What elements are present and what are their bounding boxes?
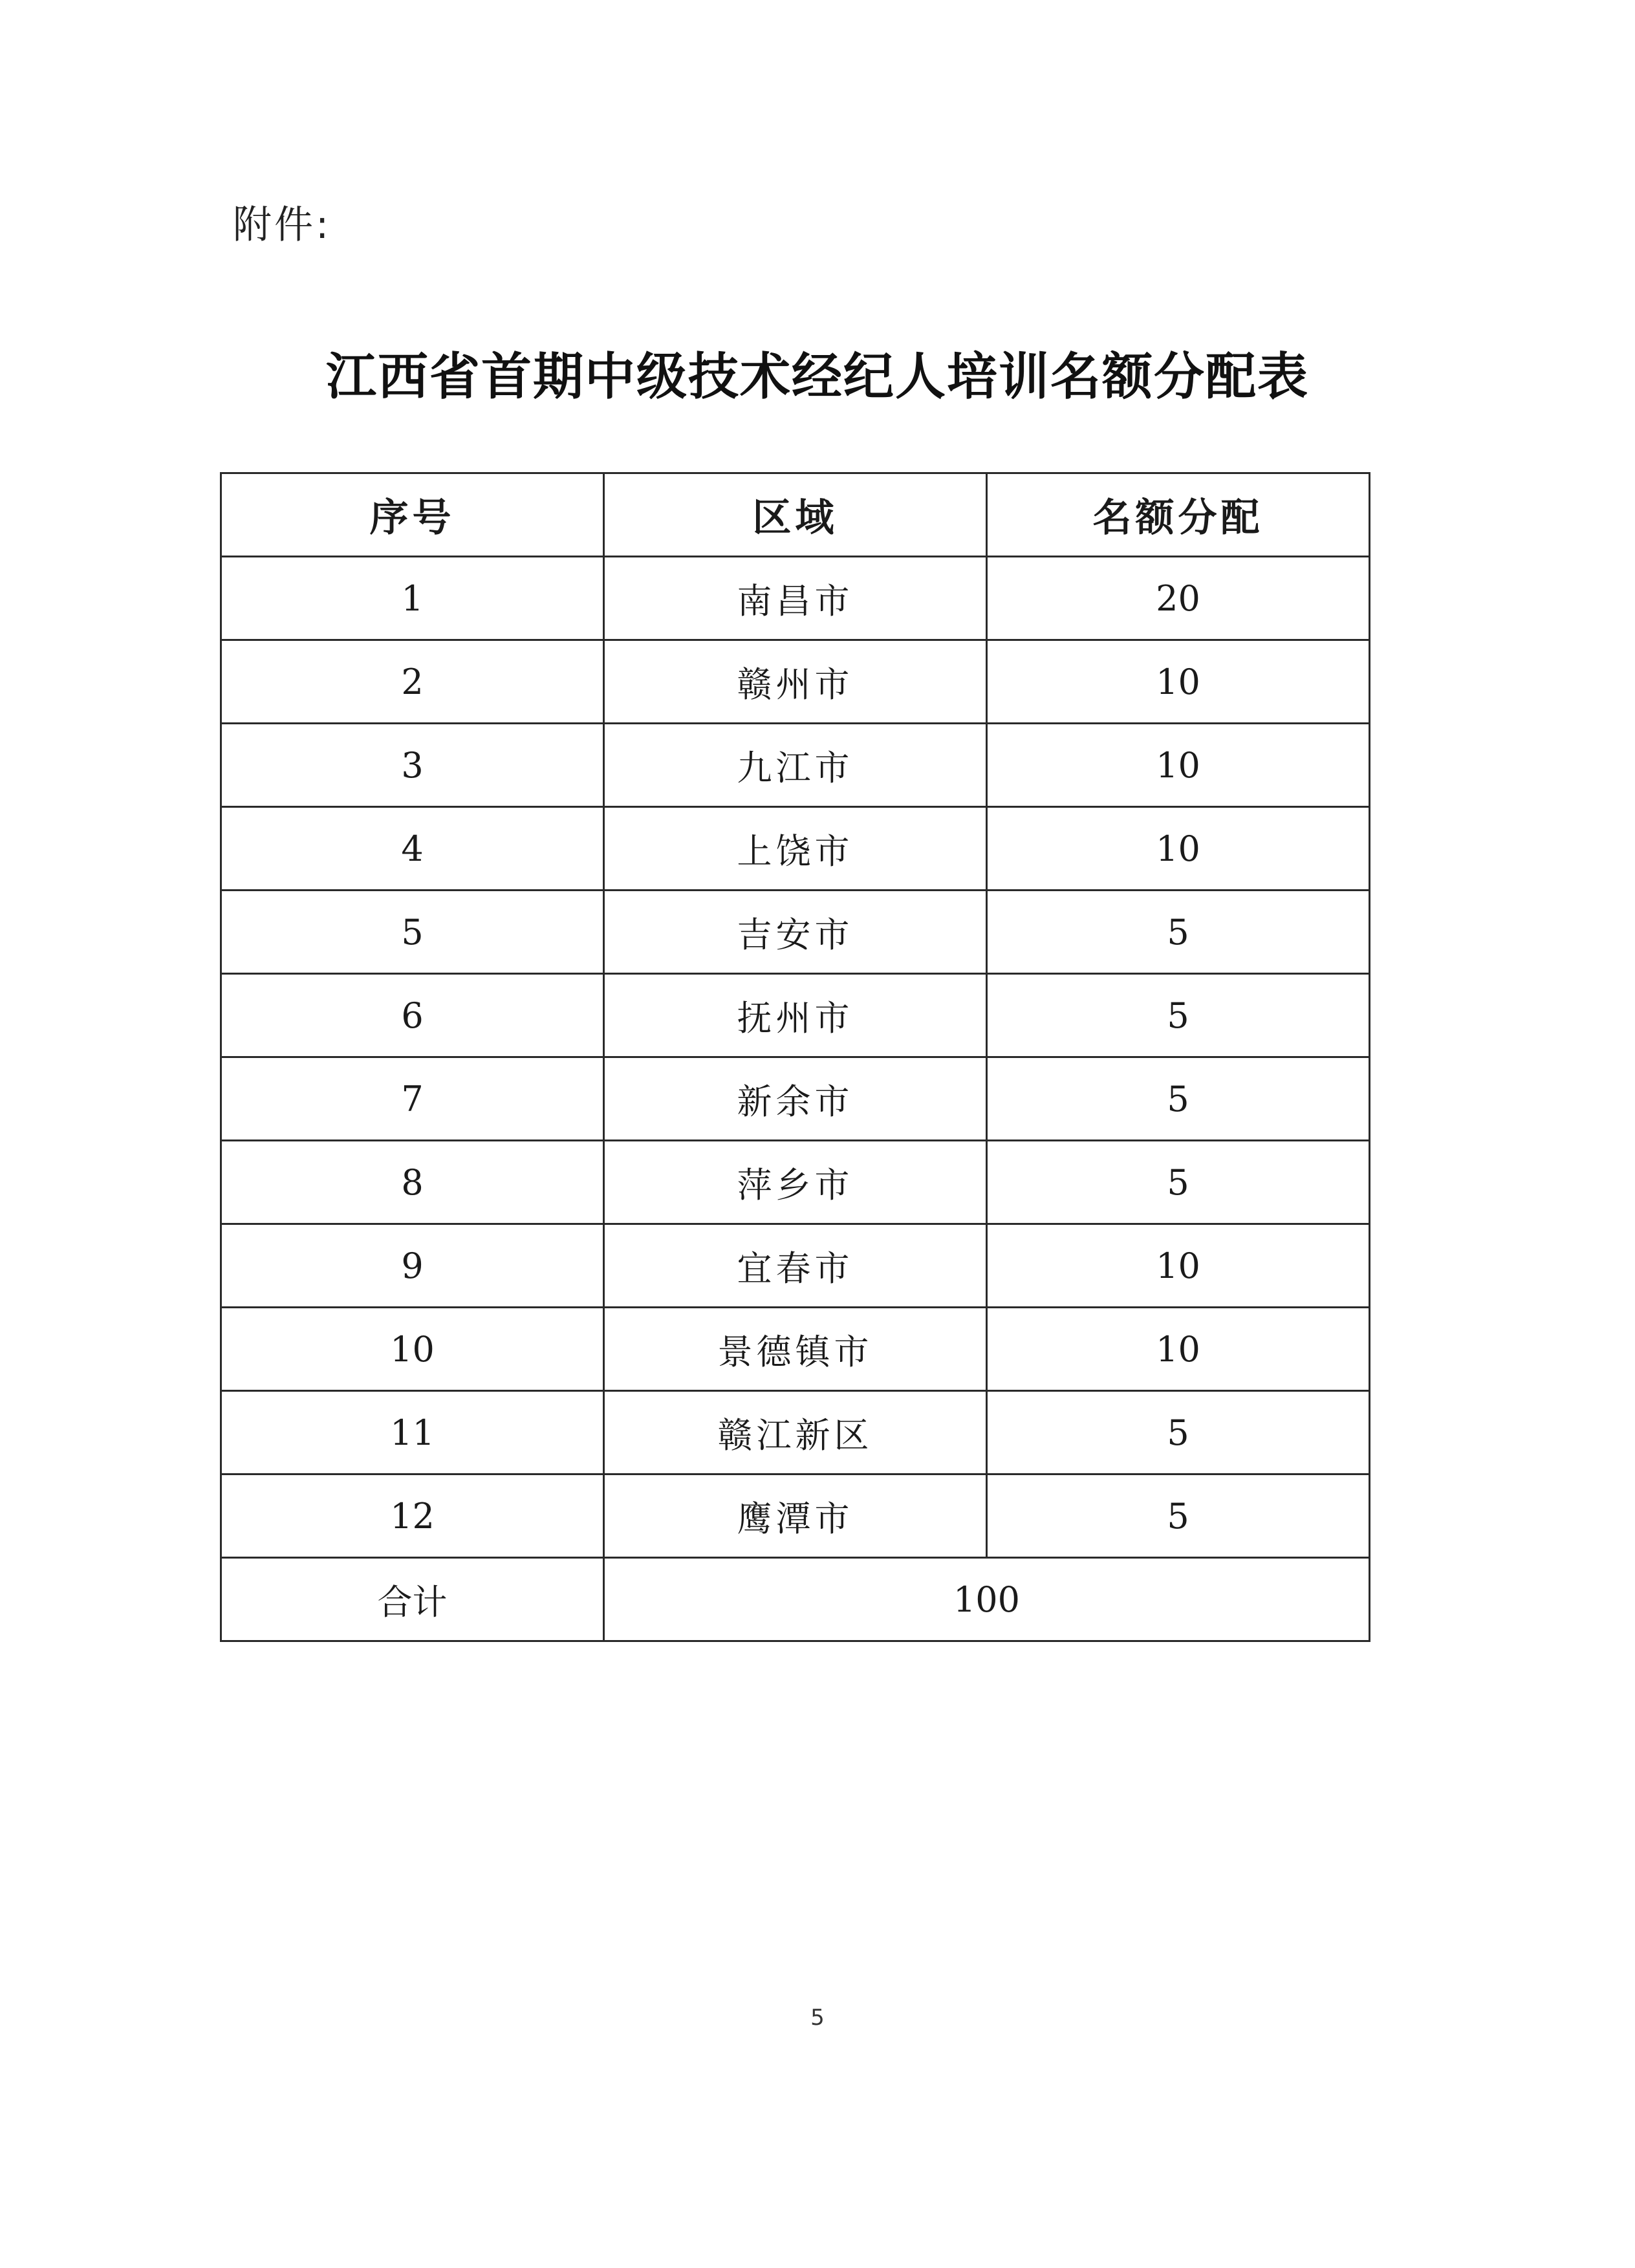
- document-title: 江西省首期中级技术经纪人培训名额分配表: [325, 348, 1309, 406]
- row-region: 鹰潭市: [604, 1474, 987, 1558]
- table-row: [221, 1391, 1370, 1474]
- page-number: 5: [810, 2005, 825, 2031]
- row-seq: 4: [221, 807, 604, 891]
- row-seq: 6: [221, 974, 604, 1057]
- row-seq: 1: [221, 557, 604, 640]
- row-quota: 5: [987, 1391, 1370, 1474]
- total-value: 100: [604, 1558, 1370, 1641]
- quota-allocation-table: [220, 472, 1370, 1642]
- row-region: 上饶市: [604, 807, 987, 891]
- row-quota: 10: [987, 1308, 1370, 1391]
- row-seq: 5: [221, 891, 604, 974]
- row-region: 九江市: [604, 724, 987, 807]
- row-quota: 10: [987, 1224, 1370, 1308]
- row-quota: 5: [987, 1474, 1370, 1558]
- row-region: 抚州市: [604, 974, 987, 1057]
- table-row: [221, 1141, 1370, 1224]
- row-region: 宜春市: [604, 1224, 987, 1308]
- table-row: [221, 724, 1370, 807]
- table-row: [221, 557, 1370, 640]
- table-row: [221, 640, 1370, 724]
- row-region: 赣州市: [604, 640, 987, 724]
- row-region: 景德镇市: [604, 1308, 987, 1391]
- row-quota: 10: [987, 807, 1370, 891]
- row-region: 萍乡市: [604, 1141, 987, 1224]
- header-quota: 名额分配: [987, 473, 1370, 557]
- row-quota: 5: [987, 891, 1370, 974]
- row-quota: 20: [987, 557, 1370, 640]
- table-row: [221, 891, 1370, 974]
- row-quota: 5: [987, 974, 1370, 1057]
- row-seq: 8: [221, 1141, 604, 1224]
- row-seq: 9: [221, 1224, 604, 1308]
- header-region: 区域: [604, 473, 987, 557]
- row-region: 吉安市: [604, 891, 987, 974]
- table-total-row: [221, 1558, 1370, 1641]
- row-seq: 12: [221, 1474, 604, 1558]
- table-row: [221, 1224, 1370, 1308]
- row-quota: 10: [987, 640, 1370, 724]
- table-row: [221, 1057, 1370, 1141]
- row-quota: 10: [987, 724, 1370, 807]
- row-seq: 11: [221, 1391, 604, 1474]
- table-row: [221, 807, 1370, 891]
- table-row: [221, 1474, 1370, 1558]
- table-header-row: [221, 473, 1370, 557]
- row-seq: 10: [221, 1308, 604, 1391]
- attachment-label: 附件:: [233, 202, 332, 248]
- row-region: 赣江新区: [604, 1391, 987, 1474]
- header-seq: 序号: [221, 473, 604, 557]
- row-seq: 7: [221, 1057, 604, 1141]
- row-region: 南昌市: [604, 557, 987, 640]
- table-row: [221, 974, 1370, 1057]
- row-region: 新余市: [604, 1057, 987, 1141]
- row-quota: 5: [987, 1141, 1370, 1224]
- row-seq: 2: [221, 640, 604, 724]
- table-row: [221, 1308, 1370, 1391]
- row-quota: 5: [987, 1057, 1370, 1141]
- row-seq: 3: [221, 724, 604, 807]
- total-label: 合计: [221, 1558, 604, 1641]
